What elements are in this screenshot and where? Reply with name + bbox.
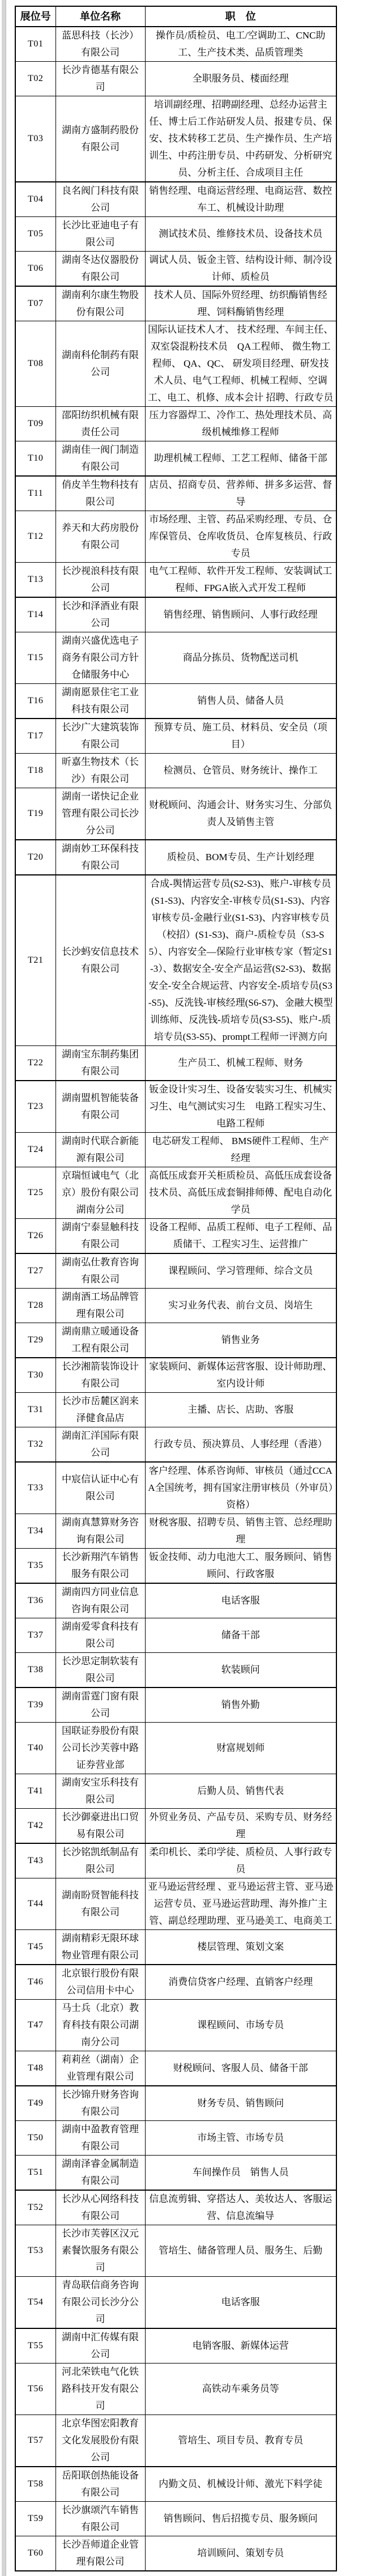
positions-cell: 课程顾问、市场专员 — [145, 2000, 336, 2051]
table-row — [15, 1462, 336, 1514]
table-row — [15, 875, 336, 1046]
booth-number-cell: T33 — [15, 1462, 56, 1514]
positions-cell: 检测员、仓管员、财务统计、操作工 — [145, 754, 336, 788]
company-name-cell: 长沙市岳麓区润来泽健食品店 — [56, 1393, 145, 1427]
booth-number-cell: T60 — [15, 2536, 56, 2571]
positions-cell: 柔印机长、柔印学徒、质检员、人事行政专员 — [145, 1843, 336, 1878]
booth-number-cell: T39 — [15, 1687, 56, 1723]
booth-number-cell: T51 — [15, 2156, 56, 2191]
booth-number-cell: T25 — [15, 1167, 56, 1219]
company-name-cell: 长沙思定制软装有限公司 — [56, 1653, 145, 1688]
positions-cell: 财税顾问、客服人员、储备干部 — [145, 2051, 336, 2086]
table-row — [15, 441, 336, 477]
positions-cell: 家装顾问、新媒体运营客服、设计师助理、室内设计师 — [145, 1358, 336, 1393]
company-name-cell: 良名阀门科技有限公司 — [56, 182, 145, 217]
company-name-cell: 湖南科伦制药有限公司 — [56, 321, 145, 407]
positions-cell: 全职服务员、楼面经理 — [145, 62, 336, 96]
table-row — [15, 684, 336, 719]
company-name-cell: 湖南弘仕教育咨询有限公司 — [56, 1253, 145, 1289]
table-row — [15, 1167, 336, 1219]
company-name-cell: 长沙视浪科技有限公司 — [56, 563, 145, 598]
table-row — [15, 1878, 336, 1930]
booth-number-cell: T45 — [15, 1930, 56, 1965]
positions-cell: 财务专员、销售顾问 — [145, 2086, 336, 2121]
booth-number-cell: T29 — [15, 1323, 56, 1358]
table-row — [15, 1046, 336, 1081]
company-name-cell: 养天和大药房股份有限公司 — [56, 511, 145, 563]
header-booth-number: 展位号 — [15, 6, 56, 27]
table-row — [15, 1393, 336, 1427]
booth-number-cell: T37 — [15, 1618, 56, 1653]
booth-number-cell: T12 — [15, 511, 56, 563]
booth-number-cell: T23 — [15, 1081, 56, 1133]
page-edge — [2, 0, 6, 2576]
positions-cell: 压力容器焊工、冷作工、热处理技术员、高级机械维修工程师 — [145, 407, 336, 441]
positions-cell: 预算专员、施工员、材料员、安全员（项目） — [145, 719, 336, 754]
company-name-cell: 长沙从心网络科技有限公司 — [56, 2190, 145, 2225]
booth-number-cell: T11 — [15, 476, 56, 511]
positions-cell: 市场主管、市场专员 — [145, 2121, 336, 2156]
booth-number-cell: T10 — [15, 441, 56, 477]
positions-cell: 内勤文员、机械设计师、激光下料学徒 — [145, 2467, 336, 2502]
positions-cell: 亚马逊运营经理 、亚马逊运营主管、亚马逊运营专员、亚马逊运营助理、海外推广主管、副总经理助理、亚马逊美工、电商美工 — [145, 1878, 336, 1930]
table-row — [15, 2000, 336, 2051]
booth-number-cell: T04 — [15, 182, 56, 217]
table-row — [15, 511, 336, 563]
positions-cell: 国际认证技术人才、 技术经理、车间主任、双室袋混粉技术员 QA工程师、 微生物工程师、 QA、QC、 研发项目经理、研发技术人员、电气工程师、机械工程师、空调工、电工、机修、成本会计 招聘、行政专员 — [145, 321, 336, 407]
booth-number-cell: T21 — [15, 875, 56, 1046]
company-name-cell: 湖南佳一阀门制造有限公司 — [56, 441, 145, 477]
company-name-cell: 北京银行股份有限公司信用卡中心 — [56, 1965, 145, 2000]
booth-number-cell: T53 — [15, 2225, 56, 2277]
table-row — [15, 1219, 336, 1254]
company-name-cell: 岳阳联创热能设备有限公司 — [56, 2467, 145, 2502]
booth-number-cell: T26 — [15, 1219, 56, 1254]
company-name-cell: 青岛联信商务咨询有限公司长沙分公司 — [56, 2277, 145, 2329]
positions-cell: 销售人员、储备人员 — [145, 684, 336, 719]
company-name-cell: 长沙湘箭装饰设计有限公司 — [56, 1358, 145, 1393]
positions-cell: 实习业务代表、前台文员、岗培生 — [145, 1289, 336, 1323]
booth-number-cell: T27 — [15, 1253, 56, 1289]
positions-cell: 销售外勤 — [145, 1687, 336, 1723]
booth-number-cell: T35 — [15, 1549, 56, 1584]
company-name-cell: 昕嘉生物技术（长沙）有限公司 — [56, 754, 145, 788]
positions-cell: 店员、招商专员、营养师、拼多多运营、督导 — [145, 476, 336, 511]
positions-cell: 质检员、BOM专员、生产计划经理 — [145, 840, 336, 875]
company-name-cell: 湖南爱零食科技有限公司 — [56, 1618, 145, 1653]
table-row — [15, 1653, 336, 1688]
header-company-name: 单位名称 — [56, 6, 145, 27]
positions-cell: 电气工程师、软件开发工程师、安装调试工程师、FPGA嵌入式开发工程师 — [145, 563, 336, 598]
table-row — [15, 182, 336, 217]
booth-number-cell: T34 — [15, 1514, 56, 1549]
company-name-cell: 湖南泽睿金属制造有限公司 — [56, 2156, 145, 2191]
positions-cell: 财税顾问、沟通会计、财务实习生、分部负责人及销售主管 — [145, 788, 336, 840]
company-name-cell: 湖南一诺快记企业管理有限公司长沙分公司 — [56, 788, 145, 840]
positions-cell: 销售顾问、售后招揽专员、服务顾问 — [145, 2502, 336, 2536]
booth-number-cell: T19 — [15, 788, 56, 840]
table-row — [15, 1549, 336, 1584]
positions-cell: 客户经理、体系咨询师、审核员（通过CCAA全国统考，拥有国家注册审核员（外审员）资格） — [145, 1462, 336, 1514]
company-name-cell: 湖南中汇传媒有限公司 — [56, 2328, 145, 2364]
positions-cell: 培训顾问、策划专员 — [145, 2536, 336, 2571]
positions-cell: 软装顾问 — [145, 1653, 336, 1688]
company-name-cell: 马士兵（北京）教育科技有限公司湖南分公司 — [56, 2000, 145, 2051]
company-name-cell: 湖南宁泰显触科技有限公司 — [56, 1219, 145, 1254]
company-name-cell: 湖南盟机智能装备有限公司 — [56, 1081, 145, 1133]
header-position: 职 位 — [145, 6, 336, 27]
company-name-cell: 邵阳纺织机械有限责任公司 — [56, 407, 145, 441]
table-row — [15, 2190, 336, 2225]
job-fair-booth-table — [15, 6, 337, 2571]
booth-number-cell: T03 — [15, 96, 56, 182]
positions-cell: 调试人员、钣金主管、结构设计师、制冷设计师、质检员 — [145, 252, 336, 287]
booth-number-cell: T14 — [15, 597, 56, 632]
table-row — [15, 2328, 336, 2364]
positions-cell: 销售经理、销售顾问、人事行政经理 — [145, 597, 336, 632]
booth-number-cell: T47 — [15, 2000, 56, 2051]
positions-cell: 消费信贷客户经理、直销客户经理 — [145, 1965, 336, 2000]
table-row — [15, 1583, 336, 1618]
positions-cell: 销售经理、电商运营经理、电商运营、数控车工、机械设计助理 — [145, 182, 336, 217]
table-row — [15, 597, 336, 632]
booth-number-cell: T09 — [15, 407, 56, 441]
booth-number-cell: T48 — [15, 2051, 56, 2086]
company-name-cell: 湖南真慧算财务咨询有限公司 — [56, 1514, 145, 1549]
table-row — [15, 563, 336, 598]
booth-number-cell: T46 — [15, 1965, 56, 2000]
table-row — [15, 2121, 336, 2156]
company-name-cell: 北京华图宏阳教育文化发展股份有限公司 — [56, 2415, 145, 2467]
booth-number-cell: T36 — [15, 1583, 56, 1618]
positions-cell: 电话客服 — [145, 2277, 336, 2329]
positions-cell: 电芯研发工程师、 BMS硬件工程师、生产经理 — [145, 1133, 336, 1167]
positions-cell: 技术人员、国际外贸经理、纺织酶销售经理、饲料酶销售经理 — [145, 286, 336, 321]
booth-number-cell: T20 — [15, 840, 56, 875]
positions-cell: 助理机械工程师、工艺工程师、储备干部 — [145, 441, 336, 477]
company-name-cell: 湖南妙工环保科技有限公司 — [56, 840, 145, 875]
company-name-cell: 长沙新翔汽车销售服务有限公司 — [56, 1549, 145, 1584]
positions-cell: 主播、店长、店助、客服 — [145, 1393, 336, 1427]
positions-cell: 高低压成套开关柜质检员、高低压成套设备技术员、高低压成套铜排师傅、配电自动化学员 — [145, 1167, 336, 1219]
company-name-cell: 长沙肯德基有限公司 — [56, 62, 145, 96]
booth-number-cell: T18 — [15, 754, 56, 788]
company-name-cell: 长沙旗颂汽车销售有限公司 — [56, 2502, 145, 2536]
company-name-cell: 湖南愿景住宅工业科技有限公司 — [56, 684, 145, 719]
booth-number-cell: T54 — [15, 2277, 56, 2329]
table-row — [15, 2364, 336, 2415]
table-row — [15, 1133, 336, 1167]
booth-number-cell: T41 — [15, 1774, 56, 1809]
table-row — [15, 2156, 336, 2191]
booth-number-cell: T50 — [15, 2121, 56, 2156]
positions-cell: 培训副经理、招聘副经理、总经办运营主任、博士后工作站研发人员、报建专员、保安、技术转移工艺员、生产操作员、生产培训生、中药注册专员、中药研发、分析研究员、分析主任、合成项目主任 — [145, 96, 336, 182]
booth-number-cell: T17 — [15, 719, 56, 754]
company-name-cell: 湖南利尔康生物股份有限公司 — [56, 286, 145, 321]
table-row — [15, 1965, 336, 2000]
booth-number-cell: T44 — [15, 1878, 56, 1930]
company-name-cell: 湖南酒工场品牌管理有限公司 — [56, 1289, 145, 1323]
positions-cell: 测试技术员、维修技术员、设备技术员 — [145, 217, 336, 252]
positions-cell: 商品分拣员、货物配送司机 — [145, 632, 336, 684]
table-row — [15, 2415, 336, 2467]
booth-number-cell: T13 — [15, 563, 56, 598]
booth-number-cell: T43 — [15, 1843, 56, 1878]
positions-cell: 后勤人员、销售代表 — [145, 1774, 336, 1809]
table-row — [15, 1723, 336, 1774]
positions-cell: 电话客服 — [145, 1583, 336, 1618]
table-row — [15, 2086, 336, 2121]
company-name-cell: 湖南兴盛优选电子商务有限公司方针仓储服务中心 — [56, 632, 145, 684]
company-name-cell: 长沙市芙蓉区汉元素餐饮服务有限公司 — [56, 2225, 145, 2277]
company-name-cell: 长沙锦升财务咨询有限公司 — [56, 2086, 145, 2121]
booth-number-cell: T32 — [15, 1427, 56, 1463]
positions-cell: 课程顾问、学习管理师、综合文员 — [145, 1253, 336, 1289]
booth-number-cell: T24 — [15, 1133, 56, 1167]
table-row — [15, 2536, 336, 2571]
positions-cell: 生产员工、机械工程师、财务 — [145, 1046, 336, 1081]
booth-number-cell: T31 — [15, 1393, 56, 1427]
booth-number-cell: T49 — [15, 2086, 56, 2121]
table-row — [15, 1774, 336, 1809]
table-row — [15, 1253, 336, 1289]
company-name-cell: 湖南精彩无限环球物业管理有限公司 — [56, 1930, 145, 1965]
booth-number-cell: T40 — [15, 1723, 56, 1774]
positions-cell: 设备工程师、品质工程师、电子工程师、品质储干、工程实习生、运营推广 — [145, 1219, 336, 1254]
positions-cell: 车间操作员 销售人员 — [145, 2156, 336, 2191]
positions-cell: 管培生、储备管理人员、服务生、后勤 — [145, 2225, 336, 2277]
company-name-cell: 湖南汇洋国际有限公司 — [56, 1427, 145, 1463]
booth-number-cell: T52 — [15, 2190, 56, 2225]
table-row — [15, 1358, 336, 1393]
company-name-cell: 长沙和泽酒业有限公司 — [56, 597, 145, 632]
company-name-cell: 长沙吾师道企业管理有限公司 — [56, 2536, 145, 2571]
table-row — [15, 1081, 336, 1133]
company-name-cell: 湖南安宝乐科技有限公司 — [56, 1774, 145, 1809]
table-row — [15, 1930, 336, 1965]
company-name-cell: 中宸信认证中心有限公司 — [56, 1462, 145, 1514]
booth-number-cell: T56 — [15, 2364, 56, 2415]
table-row — [15, 252, 336, 287]
positions-cell: 操作员/质检员、电工/空调助工、CNC助工、生产技术类、品质管理类 — [145, 27, 336, 62]
company-name-cell: 长沙铭凯纸制品有限公司 — [56, 1843, 145, 1878]
company-name-cell: 湖南雷霆门窗有限公司 — [56, 1687, 145, 1723]
table-row — [15, 1687, 336, 1723]
positions-cell: 钣金设计实习生、设备安装实习生、机械实习生、电气测试实习生 电路工程实习生、电路工程师 — [145, 1081, 336, 1133]
company-name-cell: 长沙御豪进出口贸易有限公司 — [56, 1809, 145, 1844]
booth-number-cell: T55 — [15, 2328, 56, 2364]
positions-cell: 高铁动车乘务员等 — [145, 2364, 336, 2415]
booth-number-cell: T02 — [15, 62, 56, 96]
positions-cell: 财税客服、招聘专员、销售主管、总经理助理 — [145, 1514, 336, 1549]
table-row — [15, 2502, 336, 2536]
company-name-cell: 俏皮羊生物科技有限公司 — [56, 476, 145, 511]
company-name-cell: 湖南鼎立暖通设备工程有限公司 — [56, 1323, 145, 1358]
table-body — [15, 27, 336, 2571]
table-row — [15, 1618, 336, 1653]
company-name-cell: 湖南时代联合新能源有限公司 — [56, 1133, 145, 1167]
table-row — [15, 217, 336, 252]
table-row — [15, 321, 336, 407]
company-name-cell: 湖南中盈教育管理有限公司 — [56, 2121, 145, 2156]
company-name-cell: 长沙比亚迪电子有限公司 — [56, 217, 145, 252]
table-row — [15, 476, 336, 511]
company-name-cell: 长沙蚂安信息技术有限公司 — [56, 875, 145, 1046]
company-name-cell: 湖南方盛制药股份有限公司 — [56, 96, 145, 182]
booth-number-cell: T22 — [15, 1046, 56, 1081]
table-row — [15, 2051, 336, 2086]
positions-cell: 市场经理、主管、药品采购经理、专员、仓库保管员、仓库收货员、仓库复核员、行政专员 — [145, 511, 336, 563]
booth-number-cell: T06 — [15, 252, 56, 287]
positions-cell: 储备干部 — [145, 1618, 336, 1653]
booth-number-cell: T42 — [15, 1809, 56, 1844]
positions-cell: 楼层管理、策划文案 — [145, 1930, 336, 1965]
positions-cell: 合成-舆情运营专员(S2-S3)、账户-审核专员(S1-S3)、内容安全-审核专员(S1-S3)、内容审核专员-金融行业(S1-S3)、内容审核专员（校招）(S1-S3)、商户-质检专员（S3-S5）、内容安全—保险行业审核专家（暂定S1-3）、数据安全-安全产品运营(S2-S3)、数据安全-安全合规运营、内容安全-质培专员(S3-S5)、反洗钱-审核经理(S6-S7)、金融大模型训练师、反洗钱-质培专员(S3-S5)、账户-质培专员(S3-S5)、prompt工程师一评测方向 — [145, 875, 336, 1046]
company-name-cell: 莉莉丝（湖南）企业管理有限公司 — [56, 2051, 145, 2086]
table-row — [15, 2277, 336, 2329]
company-name-cell: 湖南冬达仪器股份有限公司 — [56, 252, 145, 287]
table-row — [15, 840, 336, 875]
company-name-cell: 蓝思科技（长沙）有限公司 — [56, 27, 145, 62]
company-name-cell: 河北荣铁电气化铁路科技开发有限公司 — [56, 2364, 145, 2415]
table-row — [15, 2225, 336, 2277]
company-name-cell: 京瑞恒诚电气（北京）股份有限公司湖南分公司 — [56, 1167, 145, 1219]
table-row — [15, 1427, 336, 1463]
positions-cell: 销售业务 — [145, 1323, 336, 1358]
table-row — [15, 719, 336, 754]
booth-number-cell: T30 — [15, 1358, 56, 1393]
booth-number-cell: T15 — [15, 632, 56, 684]
positions-cell: 外贸业务员、产品专员、采购专员、财务经理 — [145, 1809, 336, 1844]
booth-number-cell: T05 — [15, 217, 56, 252]
booth-number-cell: T16 — [15, 684, 56, 719]
table-row — [15, 1809, 336, 1844]
positions-cell: 钣金技师、动力电池大工、服务顾问、销售顾问、行政客服 — [145, 1549, 336, 1584]
table-row — [15, 27, 336, 62]
table-row — [15, 2467, 336, 2502]
booth-number-cell: T59 — [15, 2502, 56, 2536]
table-row — [15, 1289, 336, 1323]
company-name-cell: 湖南四方同业信息咨询有限公司 — [56, 1583, 145, 1618]
booth-number-cell: T58 — [15, 2467, 56, 2502]
company-name-cell: 国联证券股份有限公司长沙芙蓉中路证券营业部 — [56, 1723, 145, 1774]
positions-cell: 管培生、项目专员、教育专员 — [145, 2415, 336, 2467]
company-name-cell: 长沙广大建筑装饰有限公司 — [56, 719, 145, 754]
booth-number-cell: T07 — [15, 286, 56, 321]
table-row — [15, 632, 336, 684]
booth-number-cell: T01 — [15, 27, 56, 62]
booth-number-cell: T28 — [15, 1289, 56, 1323]
booth-number-cell: T08 — [15, 321, 56, 407]
table-row — [15, 788, 336, 840]
positions-cell: 行政专员、预决算员、人事经理（香港） — [145, 1427, 336, 1463]
table-row — [15, 754, 336, 788]
positions-cell: 电销客服、新媒体运营 — [145, 2328, 336, 2364]
positions-cell: 信息流剪辑、穿搭达人、美妆达人、客服运营、信息流编导 — [145, 2190, 336, 2225]
table-row — [15, 62, 336, 96]
company-name-cell: 湖南盼贤智能科技有限公司 — [56, 1878, 145, 1930]
table-row — [15, 1323, 336, 1358]
table-row — [15, 1514, 336, 1549]
booth-number-cell: T57 — [15, 2415, 56, 2467]
table-row — [15, 1843, 336, 1878]
table-row — [15, 407, 336, 441]
table-row — [15, 286, 336, 321]
booth-number-cell: T38 — [15, 1653, 56, 1688]
header-row — [15, 6, 336, 27]
table-row — [15, 96, 336, 182]
positions-cell: 财富规划师 — [145, 1723, 336, 1774]
company-name-cell: 湖南宝东制药集团有限公司 — [56, 1046, 145, 1081]
